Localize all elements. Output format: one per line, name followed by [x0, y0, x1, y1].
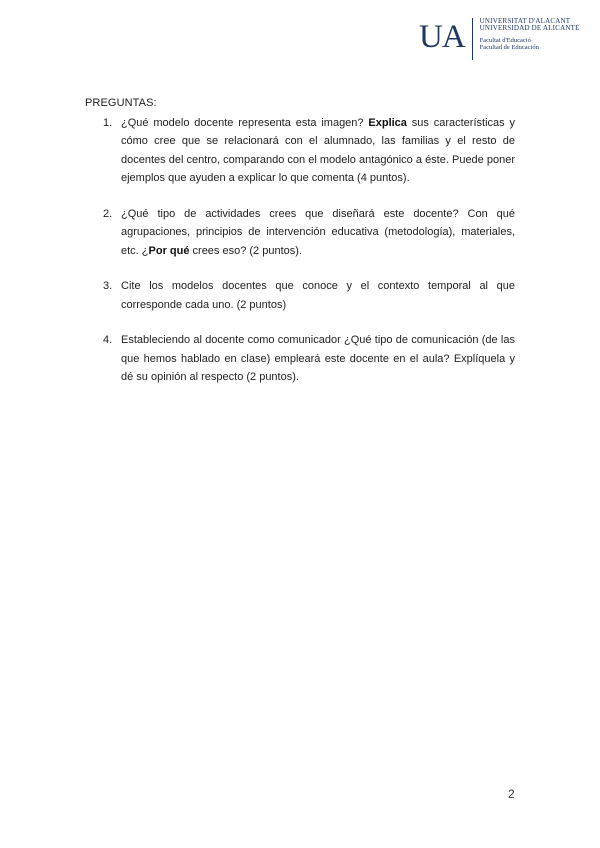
questions-section — [85, 94, 515, 404]
question-text-after: crees eso? (2 puntos). — [189, 244, 302, 257]
question-item-1 — [85, 114, 515, 188]
page-number: 2 — [508, 787, 515, 801]
faculty-name-es: Facultad de Educación — [479, 43, 539, 51]
question-item-4 — [85, 331, 515, 387]
question-text — [121, 205, 515, 261]
logo-divider — [472, 18, 473, 60]
question-item-2 — [85, 205, 515, 261]
question-number: 1. — [103, 116, 113, 129]
section-heading: PREGUNTAS: — [85, 97, 157, 109]
question-text — [121, 331, 515, 387]
question-number: 3. — [103, 280, 113, 292]
question-text-after: sus características y cómo cree que se relacionará con el alumnado, las familias y el resto de docentes del centro, comparando con el modelo antagónico a éste. Puede poner ejemplos que ayuden a explicar lo que comenta (4 puntos). — [121, 116, 515, 184]
university-logo — [419, 18, 580, 60]
question-text-bold: Por qué — [148, 244, 190, 257]
university-name-ca: UNIVERSITAT D'ALACANT — [479, 17, 571, 25]
question-number: 2. — [103, 207, 113, 220]
faculty-name-ca: Facultat d'Educació — [479, 36, 531, 44]
question-number: 4. — [103, 334, 113, 346]
question-list — [85, 114, 515, 387]
question-text — [121, 277, 515, 314]
question-text-before: ¿Qué modelo docente representa esta imagen? — [121, 116, 369, 129]
logo-mark: UA — [419, 19, 465, 55]
question-text-before: Estableciendo al docente como comunicador ¿Qué tipo de comunicación (de las que hemos hablado en clase) empleará este docente en el aula? Explíquela y dé su opinión al respecto (2 puntos). — [121, 334, 515, 383]
question-text-before: ¿Qué tipo de actividades crees que diseñará este docente? Con qué agrupaciones, principios de intervención educativa (metodología), materiales, etc. ¿ — [121, 207, 515, 257]
question-text-before: Cite los modelos docentes que conoce y el contexto temporal al que corresponde cada uno. (2 puntos) — [121, 280, 515, 311]
question-text-bold: Explica — [368, 116, 407, 129]
question-text — [121, 114, 515, 188]
question-item-3 — [85, 277, 515, 314]
logo-text — [480, 18, 580, 51]
university-name-es: UNIVERSIDAD DE ALICANTE — [479, 24, 580, 33]
